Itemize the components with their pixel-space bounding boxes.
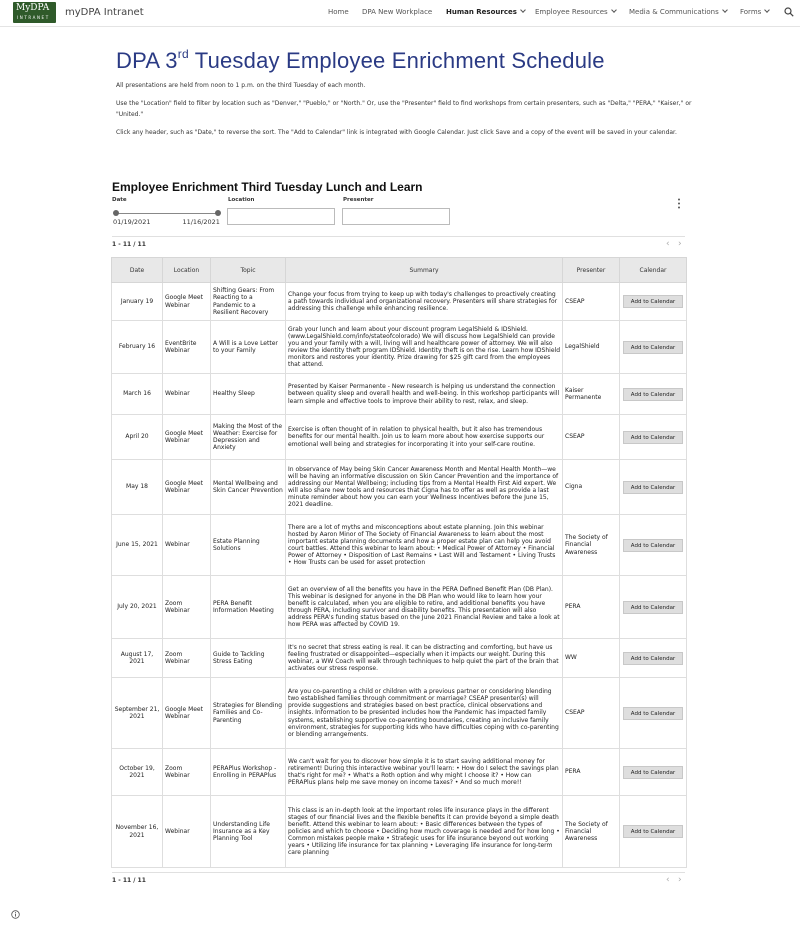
cell-summary: Change your focus from trying to keep up with today's challenges to proactively creating a path towards individual and organizational recovery. Presenters will share strategies for addressing this challenge while enhancing resilience. — [286, 283, 563, 321]
schedule-table — [111, 257, 687, 868]
chevron-right-icon[interactable]: › — [678, 875, 682, 885]
cell-topic: PERAPlus Workshop - Enrolling in PERAPlus — [211, 749, 286, 796]
location-filter-label: Location — [228, 197, 255, 203]
cell-summary: Are you co-parenting a child or children with a previous partner or considering blending two established families through commitment or marriage? CSEAP presenter(s) will provide suggestions and strategies based on best practice, clinical observations and insights. Information to be presented includes how the Pandemic has impacted family systems, establishing supportive co-parenting boundaries, creating an inclusive family environment, strategies for supporting kids who have difficulties coping with co-parenting or blending arrangements. — [286, 678, 563, 749]
cell-location: Google Meet Webinar — [163, 460, 211, 515]
divider — [112, 872, 685, 873]
logo-text: MyDPA — [16, 3, 50, 13]
cell-location: Google Meet Webinar — [163, 283, 211, 321]
cell-topic: A Will is a Love Letter to your Family — [211, 321, 286, 374]
add-to-calendar-button[interactable]: Add to Calendar — [623, 652, 683, 665]
cell-location: Google Meet Webinar — [163, 678, 211, 749]
cell-calendar — [620, 415, 687, 460]
cell-topic: Mental Wellbeing and Skin Cancer Prevention — [211, 460, 286, 515]
column-header-topic[interactable]: Topic — [211, 258, 286, 283]
cell-presenter: Cigna — [563, 460, 620, 515]
location-filter-input[interactable] — [227, 208, 335, 225]
nav-dpa-new-workplace[interactable] — [362, 8, 432, 16]
nav-label: DPA New Workplace — [362, 8, 433, 16]
widget-title: Employee Enrichment Third Tuesday Lunch and Learn — [112, 180, 423, 194]
cell-presenter: CSEAP — [563, 678, 620, 749]
cell-calendar — [620, 796, 687, 868]
presenter-filter-label: Presenter — [343, 197, 374, 203]
cell-summary: Grab your lunch and learn about your discount program LegalShield & IDShield. (www.LegalShield.com/info/stateofcolorado) We will discuss how LegalShield can provide you and your family with a will, living will and healthcare power of attorney. We will also review the identity theft program IDShield. Identity theft is on the rise. Learn how IDShield monitors and restores your identity. Prize drawing for $25 gift card from the employees that attend. — [286, 321, 563, 374]
cell-summary: This class is an in-depth look at the important roles life insurance plays in the different stages of our financial lives and the flexible benefits it can provide beyond a simple death benefit. Attend this webinar to learn about: • Basic differences between the types of policies and which to choose • Deciding how much coverage is needed and for how long • Common mistakes people make • Strategic uses for life insurance beyond out working years • Utilizing life insurance for tax planning • Leveraging life insurance for long-term care planning — [286, 796, 563, 868]
cell-summary: We can't wait for you to discover how simple it is to start saving additional money for retirement! During this interactive webinar you'll learn: • How do I select the savings plan that's right for me? • What's a Roth option and why might I choose it? • How can PERAPlus plans help me save money on income taxes? • And so much more!! — [286, 749, 563, 796]
date-start: 01/19/2021 — [113, 218, 151, 226]
add-to-calendar-button[interactable]: Add to Calendar — [623, 825, 683, 838]
chevron-left-icon[interactable]: ‹ — [666, 239, 670, 249]
cell-location: EventBrite Webinar — [163, 321, 211, 374]
cell-location: Zoom Webinar — [163, 749, 211, 796]
cell-date: November 16, 2021 — [112, 796, 163, 868]
date-end: 11/16/2021 — [182, 218, 220, 226]
chevron-down-icon — [722, 7, 728, 13]
nav-employee-resources[interactable] — [535, 8, 616, 16]
cell-summary: Exercise is often thought of in relation to physical health, but it also has tremendous benefits for our mental health. Join us to learn more about how exercise supports our emotional well being and strategies for incorporating it into your self-care routine. — [286, 415, 563, 460]
kebab-menu-icon[interactable] — [677, 198, 681, 209]
chevron-right-icon[interactable]: › — [678, 239, 682, 249]
cell-presenter: PERA — [563, 576, 620, 639]
column-header-presenter[interactable]: Presenter — [563, 258, 620, 283]
cell-summary: It's no secret that stress eating is real. It can be distracting and comforting, but have us feeling frustrated or disappointed—especially when it impacts our weight. During this webinar, a WW Coach will walk through techniques to help quiet the part of the brain that activates our stress response. — [286, 639, 563, 678]
intro-filter-instructions: Use the "Location" field to filter by location such as "Denver," "Pueblo," or "North." Or, use the "Presenter" field to find workshops from certain presenters, such as "Delta," "PERA," "Kaiser," or "United." — [116, 100, 692, 118]
cell-presenter: The Society of Financial Awareness — [563, 515, 620, 576]
add-to-calendar-button[interactable]: Add to Calendar — [623, 341, 683, 354]
chevron-down-icon — [611, 7, 617, 13]
cell-presenter: PERA — [563, 749, 620, 796]
cell-calendar — [620, 283, 687, 321]
presenter-filter-input[interactable] — [342, 208, 450, 225]
intro-schedule-info: All presentations are held from noon to 1 p.m. on the third Tuesday of each month. — [116, 82, 366, 89]
cell-summary: Presented by Kaiser Permanente - New research is helping us understand the connection between quality sleep and overall health and well-being. In this workshop participants will learn simple and effective tools to improve their ability to rest, relax, and sleep. — [286, 374, 563, 415]
cell-date: January 19 — [112, 283, 163, 321]
intro-sort-instructions: Click any header, such as "Date," to reverse the sort. The "Add to Calendar" link is integrated with Google Calendar. Just click Save and a copy of the event will be saved in your calendar. — [116, 129, 677, 136]
cell-date: March 16 — [112, 374, 163, 415]
add-to-calendar-button[interactable]: Add to Calendar — [623, 481, 683, 494]
nav-human-resources[interactable] — [446, 8, 525, 16]
cell-calendar — [620, 460, 687, 515]
nav-media-communications[interactable] — [629, 8, 727, 16]
nav-label: Employee Resources — [535, 8, 608, 16]
cell-location: Webinar — [163, 374, 211, 415]
page-title: DPA 3rd Tuesday Employee Enrichment Schedule — [116, 47, 605, 73]
cell-summary: In observance of May being Skin Cancer Awareness Month and Mental Health Month—we will be having an informative discussion on Skin Cancer Prevention and the importance of addressing our Mental Wellbeing; including tips from a Mental Health First Aid expert. We will also share new tools and resources that Cigna has to offer as well as provide a last minute reminder about how you can earn your Wellness Incentives before the June 15, 2021 deadline. — [286, 460, 563, 515]
cell-summary: Get an overview of all the benefits you have in the PERA Defined Benefit Plan (DB Plan). This webinar is designed for anyone in the DB Plan who would like to learn how your benefit is calculated, when you are eligible to retire, and additional benefits you have through PERA, including survivor and disability benefits. This presentation will also address PERA's funding status based on the June 2021 Financial Review and take a look at how PERA was affected by COVID 19. — [286, 576, 563, 639]
cell-date: October 19, 2021 — [112, 749, 163, 796]
add-to-calendar-button[interactable]: Add to Calendar — [623, 431, 683, 444]
add-to-calendar-button[interactable]: Add to Calendar — [623, 601, 683, 614]
search-icon[interactable] — [784, 7, 794, 17]
cell-topic: Shifting Gears: From Reacting to a Pandemic to a Resilient Recovery — [211, 283, 286, 321]
cell-location: Zoom Webinar — [163, 576, 211, 639]
cell-topic: Strategies for Blending Families and Co-Parenting — [211, 678, 286, 749]
cell-calendar — [620, 374, 687, 415]
cell-summary: There are a lot of myths and misconceptions about estate planning. Join this webinar hosted by Aaron Minor of The Society of Financial Awareness to learn about the most important estate planning documents and how a proper estate plan can help you avoid court battles. Attend this webinar to learn about: • Medical Power of Attorney • Financial Power of Attorney • Disposition of Last Remains • Last Will and Testament • Living Trusts • How Trusts can be used for asset protection — [286, 515, 563, 576]
table-row — [112, 749, 687, 796]
table-row — [112, 460, 687, 515]
cell-location: Zoom Webinar — [163, 639, 211, 678]
table-row — [112, 321, 687, 374]
table-row — [112, 515, 687, 576]
divider — [112, 236, 685, 237]
nav-forms[interactable] — [740, 8, 769, 16]
cell-presenter: The Society of Financial Awareness — [563, 796, 620, 868]
site-title[interactable]: myDPA Intranet — [65, 7, 144, 18]
add-to-calendar-button[interactable]: Add to Calendar — [623, 295, 683, 308]
info-icon[interactable] — [11, 910, 20, 919]
cell-location: Webinar — [163, 515, 211, 576]
cell-topic: PERA Benefit Information Meeting — [211, 576, 286, 639]
logo-subtext: INTRANET — [17, 15, 50, 20]
pagination-range: 1 - 11 / 11 — [112, 241, 146, 248]
cell-topic: Guide to Tackling Stress Eating — [211, 639, 286, 678]
table-row — [112, 283, 687, 321]
nav-label: Media & Communications — [629, 8, 719, 16]
top-navigation-bar — [0, 0, 800, 27]
cell-date: April 20 — [112, 415, 163, 460]
date-range-values — [113, 218, 220, 226]
date-slider-end-handle[interactable] — [215, 210, 221, 216]
nav-home[interactable] — [328, 8, 349, 16]
table-row — [112, 576, 687, 639]
table-row — [112, 415, 687, 460]
table-row — [112, 796, 687, 868]
cell-calendar — [620, 678, 687, 749]
cell-date: September 21, 2021 — [112, 678, 163, 749]
nav-label: Human Resources — [446, 8, 517, 16]
add-to-calendar-button[interactable]: Add to Calendar — [623, 766, 683, 779]
cell-presenter: CSEAP — [563, 415, 620, 460]
cell-date: May 18 — [112, 460, 163, 515]
cell-presenter: Kaiser Permanente — [563, 374, 620, 415]
column-header-summary[interactable]: Summary — [286, 258, 563, 283]
cell-calendar — [620, 515, 687, 576]
cell-location: Google Meet Webinar — [163, 415, 211, 460]
cell-topic: Understanding Life Insurance as a Key Planning Tool — [211, 796, 286, 868]
table-header-row — [112, 258, 687, 283]
table-row — [112, 639, 687, 678]
date-filter-label: Date — [112, 197, 127, 203]
cell-date: July 20, 2021 — [112, 576, 163, 639]
cell-date: June 15, 2021 — [112, 515, 163, 576]
add-to-calendar-button[interactable]: Add to Calendar — [623, 388, 683, 401]
cell-presenter: LegalShield — [563, 321, 620, 374]
cell-presenter: WW — [563, 639, 620, 678]
cell-topic: Making the Most of the Weather: Exercise for Depression and Anxiety — [211, 415, 286, 460]
chevron-down-icon — [764, 7, 770, 13]
column-header-location[interactable]: Location — [163, 258, 211, 283]
table-row — [112, 374, 687, 415]
date-range-slider[interactable] — [116, 213, 218, 214]
add-to-calendar-button[interactable]: Add to Calendar — [623, 707, 683, 720]
chevron-left-icon[interactable]: ‹ — [666, 875, 670, 885]
cell-topic: Estate Planning Solutions — [211, 515, 286, 576]
add-to-calendar-button[interactable]: Add to Calendar — [623, 539, 683, 552]
cell-presenter: CSEAP — [563, 283, 620, 321]
column-header-date[interactable]: Date — [112, 258, 163, 283]
cell-location: Webinar — [163, 796, 211, 868]
cell-calendar — [620, 576, 687, 639]
cell-date: August 17, 2021 — [112, 639, 163, 678]
cell-date: February 16 — [112, 321, 163, 374]
cell-calendar — [620, 321, 687, 374]
cell-topic: Healthy Sleep — [211, 374, 286, 415]
column-header-calendar[interactable]: Calendar — [620, 258, 687, 283]
cell-calendar — [620, 749, 687, 796]
pagination-range-bottom: 1 - 11 / 11 — [112, 877, 146, 884]
nav-label: Home — [328, 8, 349, 16]
table-row — [112, 678, 687, 749]
cell-calendar — [620, 639, 687, 678]
date-slider-start-handle[interactable] — [113, 210, 119, 216]
site-logo[interactable] — [13, 2, 56, 23]
chevron-down-icon — [520, 7, 526, 13]
nav-label: Forms — [740, 8, 762, 16]
